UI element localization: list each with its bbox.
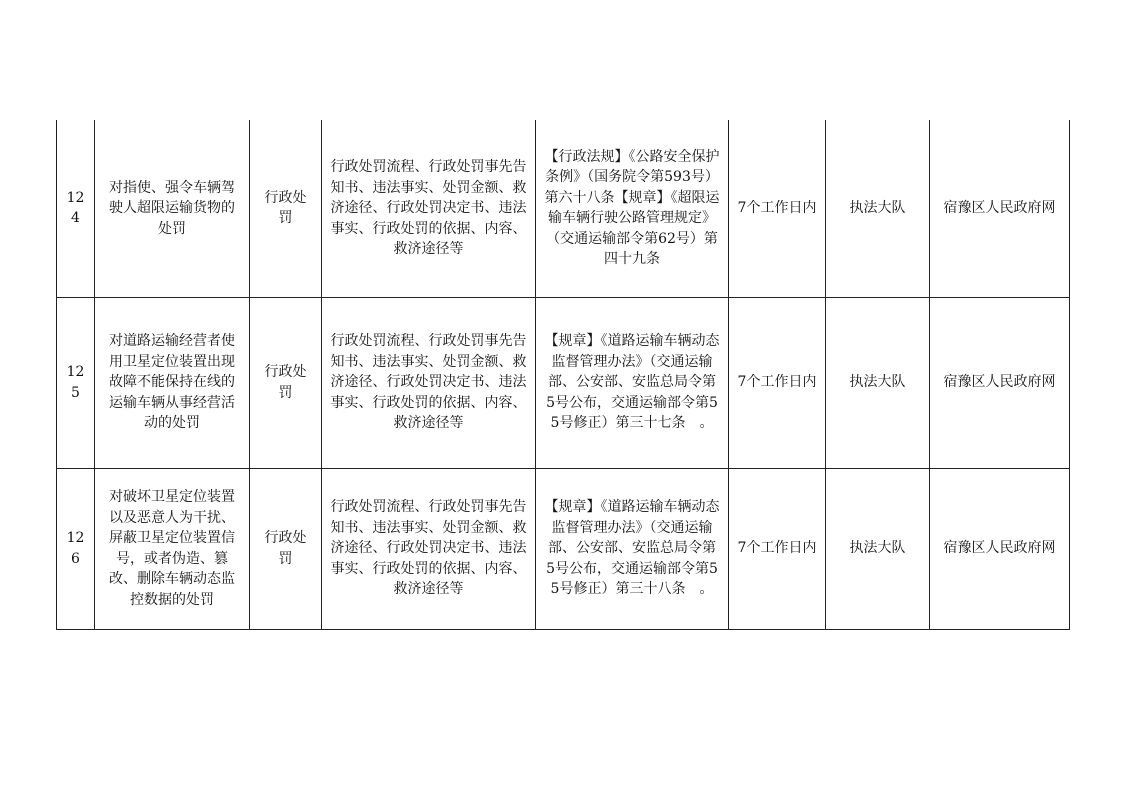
row-number: 124 (57, 120, 95, 297)
item-category: 行政处罚 (250, 297, 322, 468)
item-name: 对道路运输经营者使用卫星定位装置出现故障不能保持在线的运输车辆从事经营活动的处罚 (95, 297, 250, 468)
table-row (57, 468, 1070, 629)
disclosure-content: 行政处罚流程、行政处罚事先告知书、违法事实、处罚金额、救济途径、行政处罚决定书、违法事实、行政处罚的依据、内容、救济途径等 (322, 120, 536, 297)
row-number: 125 (57, 297, 95, 468)
legal-basis: 【规章】《道路运输车辆动态监督管理办法》（交通运输部、公安部、安监总局令第5号公布，交通运输部令第55号修正）第三十八条 。 (536, 468, 729, 629)
disclosure-subject: 执法大队 (826, 468, 930, 629)
table-row (57, 297, 1070, 468)
disclosure-channel: 宿豫区人民政府网 (930, 297, 1070, 468)
table-row (57, 120, 1070, 297)
disclosure-deadline: 7个工作日内 (729, 468, 826, 629)
disclosure-content: 行政处罚流程、行政处罚事先告知书、违法事实、处罚金额、救济途径、行政处罚决定书、违法事实、行政处罚的依据、内容、救济途径等 (322, 297, 536, 468)
disclosure-deadline: 7个工作日内 (729, 297, 826, 468)
item-category: 行政处罚 (250, 468, 322, 629)
item-category: 行政处罚 (250, 120, 322, 297)
legal-basis: 【规章】《道路运输车辆动态监督管理办法》（交通运输部、公安部、安监总局令第5号公布，交通运输部令第55号修正）第三十七条 。 (536, 297, 729, 468)
disclosure-deadline: 7个工作日内 (729, 120, 826, 297)
legal-basis: 【行政法规】《公路安全保护条例》（国务院令第593号）第六十八条【规章】《超限运输车辆行驶公路管理规定》（交通运输部令第62号）第四十九条 (536, 120, 729, 297)
disclosure-subject: 执法大队 (826, 297, 930, 468)
disclosure-channel: 宿豫区人民政府网 (930, 120, 1070, 297)
item-name: 对破坏卫星定位装置以及恶意人为干扰、屏蔽卫星定位装置信号，或者伪造、篡改、删除车辆动态监控数据的处罚 (95, 468, 250, 629)
disclosure-channel: 宿豫区人民政府网 (930, 468, 1070, 629)
row-number: 126 (57, 468, 95, 629)
item-name: 对指使、强令车辆驾驶人超限运输货物的处罚 (95, 120, 250, 297)
disclosure-subject: 执法大队 (826, 120, 930, 297)
disclosure-table (56, 120, 1070, 630)
disclosure-content: 行政处罚流程、行政处罚事先告知书、违法事实、处罚金额、救济途径、行政处罚决定书、违法事实、行政处罚的依据、内容、救济途径等 (322, 468, 536, 629)
